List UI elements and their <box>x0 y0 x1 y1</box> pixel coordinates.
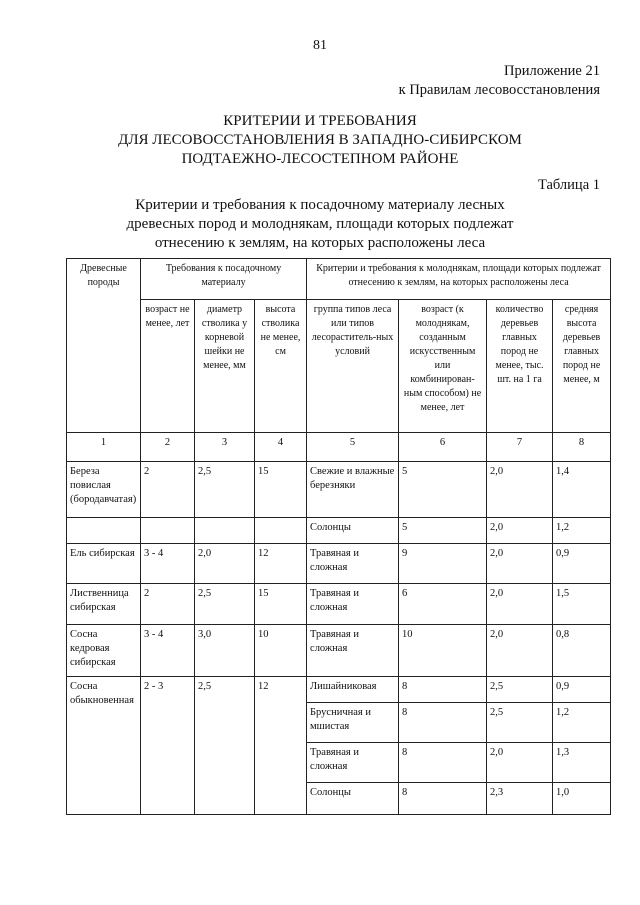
forest-type-cell: Лишайниковая <box>307 677 399 703</box>
caption-line-3: отнесению к землям, на которых расположены леса <box>154 235 486 251</box>
criteria-table <box>66 258 611 815</box>
forest-type-cell: Солонцы <box>307 518 399 544</box>
avg-height-cell: 1,4 <box>553 462 611 518</box>
column-number: 3 <box>195 433 255 462</box>
column-number: 6 <box>399 433 487 462</box>
young-age-cell: 9 <box>399 544 487 584</box>
diameter-cell <box>195 518 255 544</box>
diameter-cell: 2,5 <box>195 462 255 518</box>
young-age-cell: 5 <box>399 518 487 544</box>
appendix-line-2: к Правилам лесовосстановления <box>398 82 600 98</box>
quantity-cell: 2,0 <box>487 544 553 584</box>
header-age: возраст не менее, лет <box>141 300 195 433</box>
forest-type-cell: Брусничная и мшистая <box>307 703 399 743</box>
young-age-cell: 5 <box>399 462 487 518</box>
age-cell: 2 <box>141 584 195 625</box>
age-cell: 2 <box>141 462 195 518</box>
header-height: высота стволика не менее, см <box>255 300 307 433</box>
forest-type-cell: Травяная и сложная <box>307 625 399 677</box>
quantity-cell: 2,0 <box>487 518 553 544</box>
column-number: 4 <box>255 433 307 462</box>
young-age-cell: 10 <box>399 625 487 677</box>
quantity-cell: 2,3 <box>487 783 553 815</box>
species-cell: Сосна кедровая сибирская <box>67 625 141 677</box>
young-age-cell: 8 <box>399 703 487 743</box>
table-row <box>67 518 611 544</box>
height-cell: 12 <box>255 544 307 584</box>
quantity-cell: 2,5 <box>487 677 553 703</box>
height-cell: 12 <box>255 677 307 815</box>
caption-line-2: древесных пород и молоднякам, площади которых подлежат <box>126 216 514 232</box>
table-label: Таблица 1 <box>537 177 600 193</box>
forest-type-cell: Травяная и сложная <box>307 544 399 584</box>
forest-type-cell: Солонцы <box>307 783 399 815</box>
header-quantity: количество деревьев главных пород не менее, тыс. шт. на 1 га <box>487 300 553 433</box>
column-number: 8 <box>553 433 611 462</box>
young-age-cell: 8 <box>399 783 487 815</box>
header-diameter: диаметр стволика у корневой шейки не менее, мм <box>195 300 255 433</box>
forest-type-cell: Травяная и сложная <box>307 584 399 625</box>
species-cell: Лиственница сибирская <box>67 584 141 625</box>
header-avg-height: средняя высота деревьев главных пород не менее, м <box>553 300 611 433</box>
caption-line-1: Критерии и требования к посадочному материалу лесных <box>135 197 505 213</box>
column-number: 5 <box>307 433 399 462</box>
quantity-cell: 2,0 <box>487 462 553 518</box>
avg-height-cell: 1,5 <box>553 584 611 625</box>
quantity-cell: 2,0 <box>487 743 553 783</box>
age-cell: 2 - 3 <box>141 677 195 815</box>
age-cell: 3 - 4 <box>141 544 195 584</box>
table-row <box>67 544 611 584</box>
young-age-cell: 6 <box>399 584 487 625</box>
title-line-3: ПОДТАЕЖНО-ЛЕСОСТЕПНОМ РАЙОНЕ <box>181 151 459 167</box>
table-row <box>67 625 611 677</box>
quantity-cell: 2,5 <box>487 703 553 743</box>
species-cell: Береза повислая (бородавчатая) <box>67 462 141 518</box>
young-age-cell: 8 <box>399 677 487 703</box>
header-planting-material: Требования к посадочному материалу <box>141 259 307 300</box>
header-species: Древесные породы <box>67 259 141 433</box>
column-numbers-row <box>67 433 611 462</box>
column-number: 1 <box>67 433 141 462</box>
table-row <box>67 677 611 703</box>
diameter-cell: 2,5 <box>195 677 255 815</box>
table-row <box>67 584 611 625</box>
avg-height-cell: 1,3 <box>553 743 611 783</box>
page-number: 81 <box>313 38 327 53</box>
diameter-cell: 2,0 <box>195 544 255 584</box>
avg-height-cell: 0,9 <box>553 544 611 584</box>
species-cell <box>67 518 141 544</box>
age-cell <box>141 518 195 544</box>
height-cell: 15 <box>255 584 307 625</box>
title-line-2: ДЛЯ ЛЕСОВОССТАНОВЛЕНИЯ В ЗАПАДНО-СИБИРСКОМ <box>118 132 522 148</box>
document-title <box>0 112 640 169</box>
appendix-line-1: Приложение 21 <box>504 63 600 79</box>
quantity-cell: 2,0 <box>487 625 553 677</box>
column-number: 2 <box>141 433 195 462</box>
avg-height-cell: 0,9 <box>553 677 611 703</box>
header-row-1 <box>67 259 611 300</box>
height-cell: 10 <box>255 625 307 677</box>
species-cell: Ель сибирская <box>67 544 141 584</box>
avg-height-cell: 0,8 <box>553 625 611 677</box>
avg-height-cell: 1,0 <box>553 783 611 815</box>
avg-height-cell: 1,2 <box>553 703 611 743</box>
height-cell <box>255 518 307 544</box>
appendix-note <box>399 62 600 100</box>
young-age-cell: 8 <box>399 743 487 783</box>
title-line-1: КРИТЕРИИ И ТРЕБОВАНИЯ <box>223 113 417 129</box>
species-cell: Сосна обыкновенная <box>67 677 141 815</box>
forest-type-cell: Травяная и сложная <box>307 743 399 783</box>
height-cell: 15 <box>255 462 307 518</box>
table-row <box>67 462 611 518</box>
header-young-age: возраст (к молоднякам, созданным искусственным или комбинирован-ным способом) не менее, лет <box>399 300 487 433</box>
avg-height-cell: 1,2 <box>553 518 611 544</box>
diameter-cell: 3,0 <box>195 625 255 677</box>
header-row-2 <box>67 300 611 433</box>
diameter-cell: 2,5 <box>195 584 255 625</box>
column-number: 7 <box>487 433 553 462</box>
forest-type-cell: Свежие и влажные березняки <box>307 462 399 518</box>
header-young-stands: Критерии и требования к молоднякам, площади которых подлежат отнесению к землям, на которых расположены леса <box>307 259 611 300</box>
table-caption <box>0 196 640 253</box>
age-cell: 3 - 4 <box>141 625 195 677</box>
header-forest-type: группа типов леса или типов лесораститель-ных условий <box>307 300 399 433</box>
quantity-cell: 2,0 <box>487 584 553 625</box>
